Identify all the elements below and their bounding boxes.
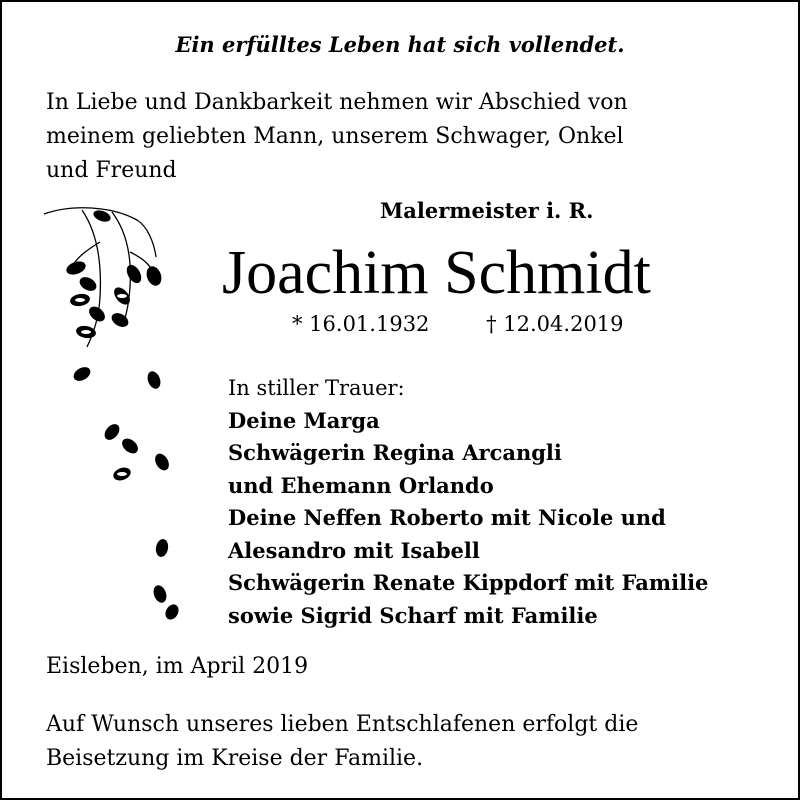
- mourner-entry: Schwägerin Regina Arcangli: [228, 440, 562, 465]
- headline: Ein erfülltes Leben hat sich vollendet.: [175, 32, 625, 57]
- death-date: † 12.04.2019: [486, 312, 624, 336]
- profession-title: Malermeister i. R.: [380, 198, 594, 223]
- mourner-entry: und Ehemann Orlando: [228, 472, 494, 498]
- birth-date: * 16.01.1932: [292, 312, 430, 336]
- intro-line: meinem geliebten Mann, unserem Schwager, Onkel: [46, 124, 624, 149]
- mourners-list: [228, 372, 708, 632]
- mourner-entry: Schwägerin Renate Kippdorf mit Familie: [228, 570, 709, 595]
- intro-line: In Liebe und Dankbarkeit nehmen wir Abschied von: [46, 90, 628, 115]
- mourner-entry: Alesandro mit Isabell: [228, 537, 480, 563]
- mourner-entry: sowie Sigrid Scharf mit Familie: [228, 602, 598, 628]
- deceased-name: Joachim Schmidt: [222, 239, 651, 307]
- burial-note-line: Auf Wunsch unseres lieben Entschlafenen erfolgt die: [46, 712, 639, 737]
- life-dates: [292, 312, 624, 336]
- mourner-entry: Deine Neffen Roberto mit Nicole und: [228, 505, 666, 530]
- mourner-entry: Deine Marga: [228, 407, 380, 433]
- falling-leaves-illustration: [42, 202, 182, 632]
- intro-text: [46, 86, 746, 188]
- place-and-date: Eisleben, im April 2019: [46, 654, 309, 679]
- burial-note-line: Beisetzung im Kreise der Familie.: [46, 746, 424, 771]
- burial-note: [46, 708, 638, 776]
- mourners-intro: In stiller Trauer:: [228, 376, 405, 400]
- intro-line: und Freund: [46, 158, 177, 183]
